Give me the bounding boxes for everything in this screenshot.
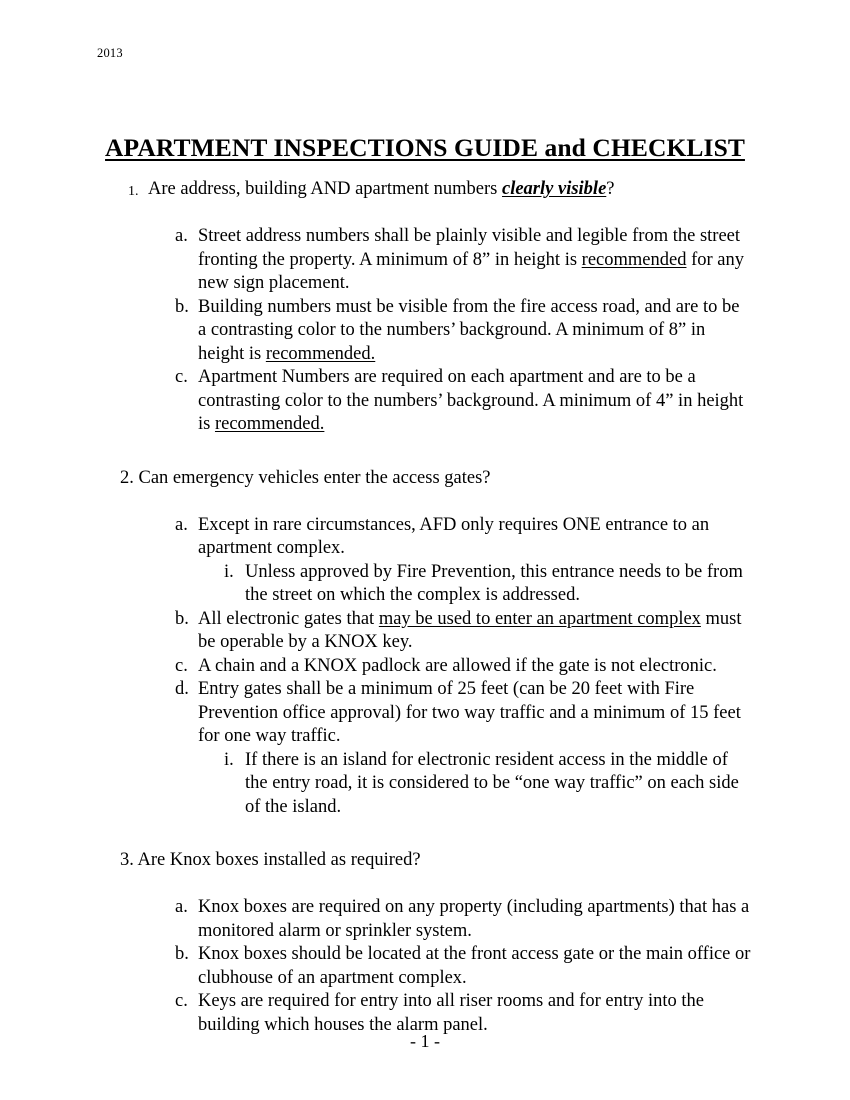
list-item-marker: b. (175, 296, 189, 317)
list-item-text-post: for any new sign placement. (198, 249, 745, 293)
spacer (0, 490, 850, 514)
list-item-text-post: must be operable by a KNOX key. (198, 608, 742, 652)
list-item-marker: d. (175, 679, 189, 699)
question-1-emphasis: clearly visible (502, 179, 607, 199)
list-item-underlined-text: may be used to enter an apartment complex (378, 608, 701, 629)
list-item-text-pre: Building numbers must be visible from the fire access road, and are to be a contrasting color to the numbers’ background. A minimum of 8” in height is (198, 296, 740, 364)
document-header-year: 2013 (97, 46, 123, 60)
page-number-footer: - 1 - (410, 1031, 440, 1051)
list-item-text-pre: A chain and a KNOX padlock are allowed if the gate is not electronic. (198, 655, 717, 676)
spacer (0, 437, 850, 467)
question-1-text-post: ? (606, 179, 615, 199)
list-item (0, 655, 850, 679)
list-item-text-pre: Apartment Numbers are required on each apartment and are to be a contrasting color to the numbers’ background. A minimum of 4” in height is (198, 367, 744, 434)
question-3: 3. Are Knox boxes installed as required? (120, 850, 421, 870)
list-item (0, 608, 850, 655)
page-title (0, 133, 850, 163)
list-item-text-pre: Except in rare circumstances, AFD only requires ONE entrance to an apartment complex. (198, 514, 710, 558)
list-item-marker: b. (175, 944, 189, 964)
question-2: 2. Can emergency vehicles enter the access gates? (120, 467, 491, 488)
list-item-text-pre: Keys are required for entry into all riser rooms and for entry into the building which houses the alarm panel. (198, 991, 705, 1035)
list-item-marker: b. (175, 608, 189, 629)
list-item-underlined-text: recommended. (214, 414, 325, 434)
list-item (0, 225, 850, 296)
question-1-text-pre: Are address, building AND apartment numbers (148, 179, 502, 199)
sub-list-item-marker: i. (224, 749, 234, 770)
list-item (0, 366, 850, 437)
list-item-marker: c. (175, 991, 188, 1011)
sub-list-item-marker: i. (224, 561, 234, 582)
list-item-text-pre: Entry gates shall be a minimum of 25 feet (can be 20 feet with Fire Prevention office approval) for two way traffic and a minimum of 15 feet for one way traffic. (198, 679, 741, 746)
sub-list-item-text: If there is an island for electronic resident access in the middle of the entry road, it is considered to be “one way traffic” on each side of the island. (245, 749, 739, 817)
spacer (0, 819, 850, 849)
spacer (0, 872, 850, 896)
list-item-marker: a. (175, 226, 188, 246)
list-item (0, 678, 850, 749)
list-item-marker: a. (175, 514, 188, 535)
spacer (0, 201, 850, 225)
list-item-text-pre: Street address numbers shall be plainly visible and legible from the street fronting the property. A minimum of 8” in height is (198, 226, 741, 270)
list-item (0, 514, 850, 561)
list-item-underlined-text: recommended (581, 249, 687, 270)
list-item-marker: c. (175, 655, 188, 676)
list-item (0, 896, 850, 943)
question-1 (0, 178, 850, 201)
sub-list-item (0, 561, 850, 608)
sub-list-item-text: Unless approved by Fire Prevention, this entrance needs to be from the street on which the complex is addressed. (245, 561, 743, 605)
list-item-text-pre: Knox boxes are required on any property (including apartments) that has a monitored alarm or sprinkler system. (198, 897, 750, 941)
list-item-underlined-text: recommended. (265, 343, 376, 364)
list-item-text-pre: All electronic gates that (198, 608, 379, 629)
list-item-marker: a. (175, 897, 188, 917)
list-item-text-pre: Knox boxes should be located at the front access gate or the main office or clubhouse of an apartment complex. (198, 944, 751, 988)
document-body (0, 178, 850, 1037)
sub-list-item (0, 749, 850, 820)
list-item (0, 943, 850, 990)
page-title-text: APARTMENT INSPECTIONS GUIDE and CHECKLIST (105, 133, 745, 163)
list-item (0, 296, 850, 367)
list-item-marker: c. (175, 367, 188, 387)
question-1-marker: 1. (128, 184, 139, 199)
list-item (0, 990, 850, 1037)
